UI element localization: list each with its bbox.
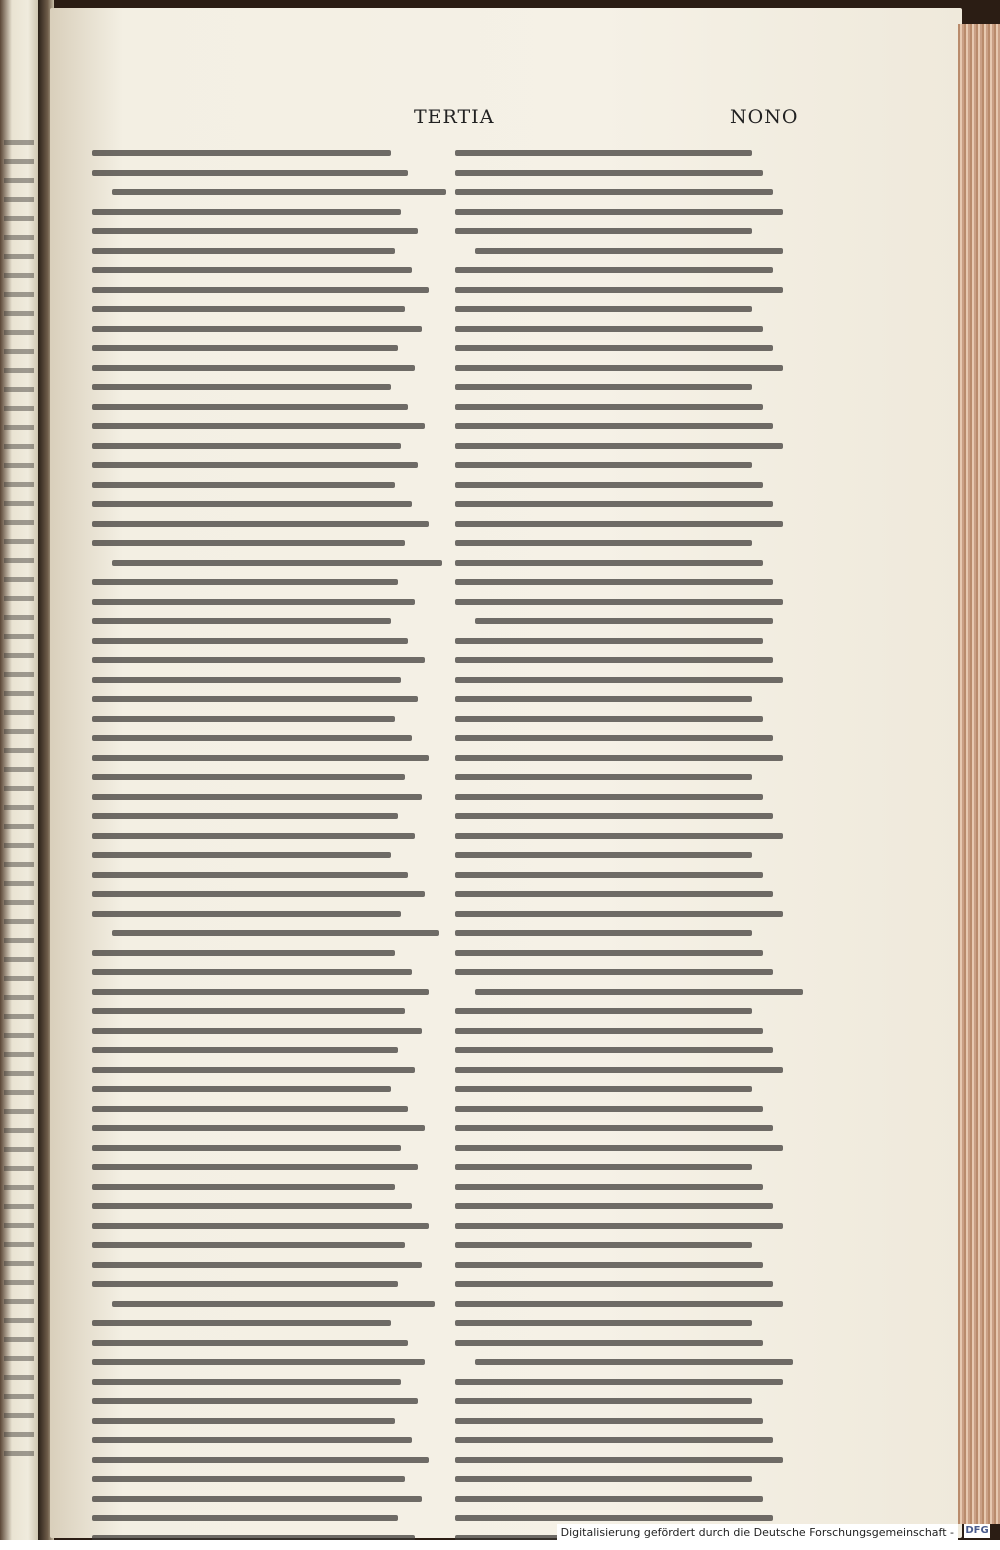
text-line xyxy=(455,657,773,663)
text-line xyxy=(455,735,773,741)
text-line xyxy=(92,326,422,332)
text-line xyxy=(92,306,405,312)
text-line xyxy=(92,1145,401,1151)
text-line xyxy=(455,1067,783,1073)
facing-page-text-fragment xyxy=(4,159,34,164)
text-line xyxy=(92,1223,429,1229)
text-line xyxy=(455,462,752,468)
facing-page-text-fragment xyxy=(4,1375,34,1380)
text-line xyxy=(92,1008,405,1014)
facing-page-text-fragment xyxy=(4,729,34,734)
text-line xyxy=(92,540,405,546)
text-line xyxy=(455,774,752,780)
text-line xyxy=(92,1379,401,1385)
facing-page-text-fragment xyxy=(4,1014,34,1019)
text-line xyxy=(455,1145,783,1151)
text-line xyxy=(455,1223,783,1229)
text-line xyxy=(455,1164,752,1170)
facing-page-text-fragment xyxy=(4,995,34,1000)
facing-page-text-fragment xyxy=(4,178,34,183)
text-line xyxy=(455,930,752,936)
text-line xyxy=(92,501,412,507)
facing-page-text-fragment xyxy=(4,140,34,145)
facing-page-text-fragment xyxy=(4,1451,34,1456)
text-line xyxy=(92,1242,405,1248)
facing-page-text-fragment xyxy=(4,786,34,791)
text-line xyxy=(92,618,391,624)
text-line xyxy=(92,755,429,761)
facing-page-text-fragment xyxy=(4,1052,34,1057)
text-line xyxy=(92,423,425,429)
facing-page-text-fragment xyxy=(4,1337,34,1342)
facing-page-text-fragment xyxy=(4,1204,34,1209)
facing-page-text-fragment xyxy=(4,767,34,772)
text-line xyxy=(455,1457,783,1463)
text-line xyxy=(455,365,783,371)
text-line xyxy=(455,560,763,566)
facing-page-text-fragment xyxy=(4,1318,34,1323)
text-line xyxy=(92,657,425,663)
text-line xyxy=(455,1262,763,1268)
text-line xyxy=(455,1086,752,1092)
text-line xyxy=(92,969,412,975)
facing-page-text-fragment xyxy=(4,1413,34,1418)
facing-page-text-fragment xyxy=(4,1185,34,1190)
text-line xyxy=(92,228,418,234)
text-line xyxy=(92,852,391,858)
text-line xyxy=(455,969,773,975)
text-line xyxy=(92,911,401,917)
text-line xyxy=(455,1437,773,1443)
footer-bar xyxy=(0,1540,1000,1550)
text-line xyxy=(92,950,395,956)
running-head-right: NONO xyxy=(730,106,799,128)
text-line xyxy=(455,443,783,449)
facing-page-text-fragment xyxy=(4,1071,34,1076)
text-line xyxy=(455,1476,752,1482)
text-line xyxy=(92,365,415,371)
facing-page-text-fragment xyxy=(4,406,34,411)
text-line xyxy=(455,1028,763,1034)
text-column-left xyxy=(92,150,432,1550)
text-line xyxy=(92,1067,415,1073)
text-line xyxy=(455,1320,752,1326)
text-line xyxy=(455,1379,783,1385)
text-line xyxy=(92,1515,398,1521)
facing-page-text-fragment xyxy=(4,957,34,962)
text-line xyxy=(92,248,395,254)
facing-page-text-fragment xyxy=(4,1280,34,1285)
facing-page-text-fragment xyxy=(4,425,34,430)
facing-page-text-fragment xyxy=(4,976,34,981)
facing-page-text-fragment xyxy=(4,539,34,544)
text-line xyxy=(455,404,763,410)
facing-page-text-fragment xyxy=(4,653,34,658)
text-line xyxy=(455,170,763,176)
facing-page-text-fragment xyxy=(4,254,34,259)
facing-page-text-fragment xyxy=(4,197,34,202)
text-line xyxy=(92,1203,412,1209)
text-line xyxy=(455,833,783,839)
facing-page-text-fragment xyxy=(4,520,34,525)
text-line xyxy=(92,1398,418,1404)
text-line xyxy=(92,1106,408,1112)
facing-page-text-fragment xyxy=(4,330,34,335)
text-line xyxy=(92,1418,395,1424)
facing-page-text-fragment xyxy=(4,1128,34,1133)
facing-page-text-fragment xyxy=(4,1432,34,1437)
facing-page-text-fragment xyxy=(4,672,34,677)
text-line xyxy=(92,1320,391,1326)
text-line xyxy=(92,638,408,644)
text-line xyxy=(455,1418,763,1424)
facing-page-text-fragment xyxy=(4,634,34,639)
text-line xyxy=(455,891,773,897)
text-line xyxy=(92,209,401,215)
page-edges xyxy=(958,24,1000,1524)
text-line xyxy=(455,482,763,488)
text-line xyxy=(92,579,398,585)
facing-page-text-fragment xyxy=(4,501,34,506)
text-line xyxy=(92,404,408,410)
text-line xyxy=(92,833,415,839)
text-line xyxy=(92,774,405,780)
text-line xyxy=(455,345,773,351)
text-line xyxy=(455,150,752,156)
facing-page-text-fragment xyxy=(4,577,34,582)
running-head-left: TERTIA xyxy=(414,106,495,128)
facing-page-text-fragment xyxy=(4,1109,34,1114)
text-line xyxy=(92,1340,408,1346)
text-line xyxy=(455,1398,752,1404)
facing-page-text-fragment xyxy=(4,273,34,278)
text-line xyxy=(455,638,763,644)
facing-page-text-fragment xyxy=(4,1090,34,1095)
text-line xyxy=(455,228,752,234)
text-line xyxy=(92,599,415,605)
text-line xyxy=(475,248,783,254)
text-line xyxy=(455,852,752,858)
facing-page-text-fragment xyxy=(4,615,34,620)
text-line xyxy=(455,696,752,702)
text-line xyxy=(455,1184,763,1190)
text-line xyxy=(455,209,783,215)
facing-page-text-fragment xyxy=(4,387,34,392)
facing-page-text-fragment xyxy=(4,368,34,373)
text-line xyxy=(455,306,752,312)
facing-page-text-fragment xyxy=(4,862,34,867)
text-line xyxy=(92,735,412,741)
text-line xyxy=(455,423,773,429)
facing-page-text-fragment xyxy=(4,691,34,696)
text-line xyxy=(92,677,401,683)
text-line xyxy=(92,1476,405,1482)
text-line xyxy=(92,1125,425,1131)
facing-page-text-fragment xyxy=(4,1223,34,1228)
text-line xyxy=(455,267,773,273)
text-line xyxy=(455,1106,763,1112)
text-line xyxy=(455,755,783,761)
facing-page-text-fragment xyxy=(4,900,34,905)
text-line xyxy=(112,930,438,936)
text-line xyxy=(92,1281,398,1287)
funding-credit: Digitalisierung gefördert durch die Deutsche Forschungsgemeinschaft - xyxy=(557,1524,958,1541)
text-line xyxy=(455,677,783,683)
text-line xyxy=(455,599,783,605)
text-line xyxy=(92,1457,429,1463)
facing-page-text-fragment xyxy=(4,1166,34,1171)
text-line xyxy=(92,696,418,702)
facing-page-text-fragment xyxy=(4,824,34,829)
text-line xyxy=(92,462,418,468)
facing-page-edge xyxy=(0,0,40,1540)
facing-page-text-fragment xyxy=(4,843,34,848)
facing-page-text-fragment xyxy=(4,596,34,601)
text-line xyxy=(112,1301,435,1307)
facing-page-text-fragment xyxy=(4,482,34,487)
facing-page-text-fragment xyxy=(4,444,34,449)
text-line xyxy=(475,618,772,624)
facing-page-text-fragment xyxy=(4,463,34,468)
text-line xyxy=(112,189,445,195)
facing-page-text-fragment xyxy=(4,710,34,715)
text-line xyxy=(92,170,408,176)
text-line xyxy=(455,579,773,585)
text-line xyxy=(455,1496,763,1502)
text-line xyxy=(92,267,412,273)
text-line xyxy=(92,1262,422,1268)
text-line xyxy=(455,540,752,546)
facing-page-text-fragment xyxy=(4,1356,34,1361)
text-line xyxy=(92,345,398,351)
text-line xyxy=(92,1028,422,1034)
facing-page-text-fragment xyxy=(4,881,34,886)
text-line xyxy=(455,794,763,800)
text-line xyxy=(92,1184,395,1190)
facing-page-text-fragment xyxy=(4,311,34,316)
text-line xyxy=(455,1281,773,1287)
facing-page-text-fragment xyxy=(4,1299,34,1304)
facing-page-text-fragment xyxy=(4,1147,34,1152)
text-line xyxy=(455,1301,783,1307)
text-line xyxy=(455,950,763,956)
text-line xyxy=(455,326,763,332)
text-line xyxy=(92,872,408,878)
text-line xyxy=(455,911,783,917)
text-line xyxy=(455,872,763,878)
facing-page-text-fragment xyxy=(4,1242,34,1247)
text-line xyxy=(455,813,773,819)
dfg-logo-icon: DFG xyxy=(965,1525,989,1536)
facing-page-text-fragment xyxy=(4,919,34,924)
text-line xyxy=(92,443,401,449)
text-line xyxy=(92,716,395,722)
text-line xyxy=(92,1164,418,1170)
text-line xyxy=(92,1086,391,1092)
facing-page-text-fragment xyxy=(4,1261,34,1266)
text-line xyxy=(92,813,398,819)
text-line xyxy=(455,1242,752,1248)
facing-page-text-fragment xyxy=(4,938,34,943)
text-line xyxy=(455,189,773,195)
text-line xyxy=(455,1340,763,1346)
text-line xyxy=(455,384,752,390)
facing-page-text-fragment xyxy=(4,235,34,240)
text-line xyxy=(92,1047,398,1053)
text-line xyxy=(92,1437,412,1443)
text-line xyxy=(455,1008,752,1014)
facing-page-text-fragment xyxy=(4,1394,34,1399)
text-line xyxy=(92,1496,422,1502)
text-line xyxy=(455,1515,773,1521)
facing-page-text-fragment xyxy=(4,349,34,354)
facing-page-text-fragment xyxy=(4,558,34,563)
facing-page-text-fragment xyxy=(4,748,34,753)
facing-page-text-fragment xyxy=(4,292,34,297)
text-line xyxy=(455,501,773,507)
text-line xyxy=(455,1125,773,1131)
text-line xyxy=(92,482,395,488)
text-line xyxy=(455,1203,773,1209)
text-column-right xyxy=(455,150,793,1550)
facing-page-text-fragment xyxy=(4,216,34,221)
text-line xyxy=(455,521,783,527)
text-line xyxy=(92,989,429,995)
text-line xyxy=(455,1047,773,1053)
text-line xyxy=(92,384,391,390)
text-line xyxy=(475,989,803,995)
text-line xyxy=(92,891,425,897)
text-line xyxy=(475,1359,793,1365)
text-line xyxy=(112,560,442,566)
text-line xyxy=(455,287,783,293)
text-line xyxy=(455,716,763,722)
facing-page-text-fragment xyxy=(4,805,34,810)
text-line xyxy=(92,1359,425,1365)
text-line xyxy=(92,287,429,293)
text-line xyxy=(92,521,429,527)
text-line xyxy=(92,794,422,800)
facing-page-text-fragment xyxy=(4,1033,34,1038)
text-line xyxy=(92,150,391,156)
